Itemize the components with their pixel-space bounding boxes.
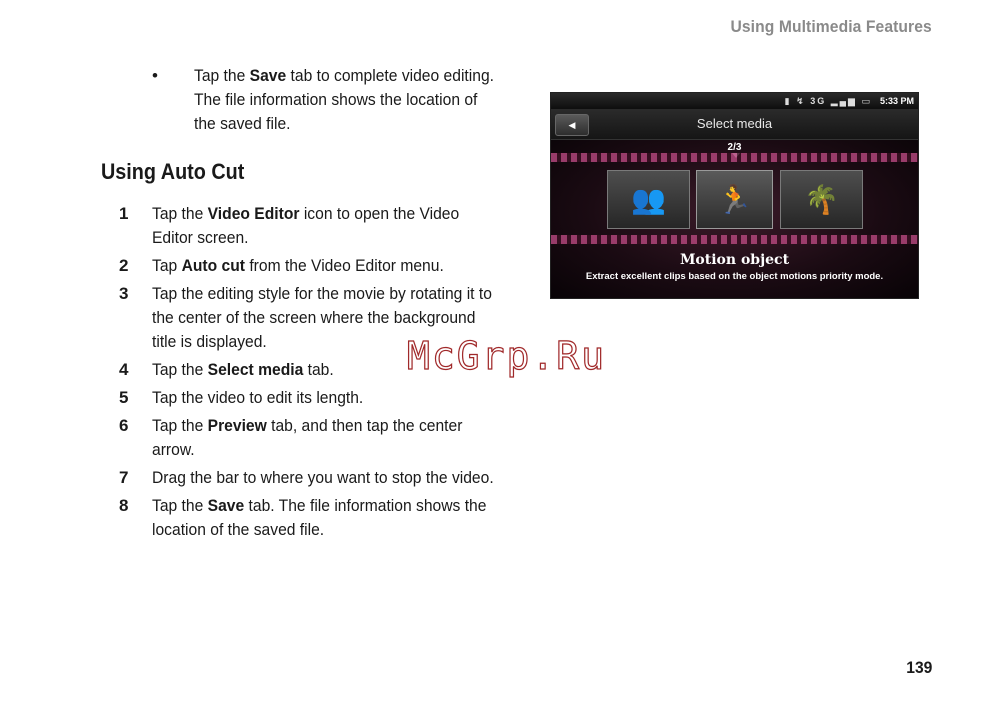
step-number: 2 xyxy=(119,256,129,275)
battery-icon: ▭ xyxy=(861,96,872,106)
step-text xyxy=(152,202,494,250)
step-text xyxy=(152,494,494,542)
step-text-pre: Tap the video to edit its length. xyxy=(152,388,364,407)
running-head: Using Multimedia Features xyxy=(730,17,932,36)
step-text-bold: Select media xyxy=(207,360,304,379)
step-text-pre: Tap the xyxy=(152,496,208,515)
step-text-pre: Tap the xyxy=(152,416,208,435)
bullet-text xyxy=(194,64,498,136)
step-text-bold: Preview xyxy=(207,416,267,435)
step-number: 8 xyxy=(119,496,129,515)
step-item xyxy=(119,414,519,462)
step-text xyxy=(152,386,494,410)
step-number: 3 xyxy=(119,284,129,303)
step-text-post: icon to open the Video Editor screen. xyxy=(152,204,460,247)
step-number: 7 xyxy=(119,468,129,487)
step-number: 6 xyxy=(119,416,129,435)
step-text-pre: Tap xyxy=(152,256,182,275)
network-type: 3G xyxy=(810,96,827,106)
status-bar xyxy=(551,93,918,109)
palm-tree-icon: 🌴 xyxy=(804,184,839,215)
step-text-pre: Tap the xyxy=(152,360,208,379)
back-button[interactable] xyxy=(555,114,589,136)
title-bar xyxy=(551,109,918,140)
bullet-dot: • xyxy=(152,66,158,85)
filmstrip-top xyxy=(551,153,918,162)
phone-screenshot xyxy=(550,92,919,299)
step-text-bold: Save xyxy=(207,496,245,515)
bullet-suffix: tab to complete video editing. The file information shows the location of the saved file. xyxy=(194,66,494,133)
media-stage xyxy=(551,140,918,298)
status-time: 5:33 PM xyxy=(879,96,914,106)
screen-title: Select media xyxy=(696,116,773,131)
step-text-pre: Tap the editing style for the movie by rotating it to the center of the screen where the background title is displayed. xyxy=(152,284,492,351)
step-item xyxy=(119,466,519,490)
step-number: 1 xyxy=(119,204,129,223)
step-text-post: from the Video Editor menu. xyxy=(244,256,444,275)
signal-bars-icon: ▂▄▆ xyxy=(830,96,857,106)
status-icons xyxy=(785,93,872,109)
step-number: 5 xyxy=(119,388,129,407)
step-item xyxy=(119,494,519,542)
step-text xyxy=(152,414,494,462)
page-counter: 2/3 xyxy=(727,142,742,153)
step-item xyxy=(119,254,519,278)
battery-small-icon: ▮ xyxy=(784,96,792,106)
step-text-bold: Video Editor xyxy=(207,204,300,223)
step-text-post: tab. The file information shows the location of the saved file. xyxy=(152,496,487,539)
back-arrow-icon: ◀ xyxy=(568,120,576,130)
step-text-pre: Tap the xyxy=(152,204,208,223)
step-item xyxy=(119,202,519,250)
step-text-pre: Drag the bar to where you want to stop the video. xyxy=(152,468,494,487)
signal-mute-icon: ↯ xyxy=(796,96,806,106)
mode-description: Extract excellent clips based on the object motions priority mode. xyxy=(585,271,884,282)
page-number: 139 xyxy=(905,658,932,677)
style-tile-motion[interactable] xyxy=(696,170,773,229)
bullet-prefix: Tap the xyxy=(194,66,250,85)
running-person-icon: 🏃 xyxy=(717,184,752,215)
step-number: 4 xyxy=(119,360,129,379)
bullet-bold: Save xyxy=(249,66,287,85)
filmstrip-bottom xyxy=(551,235,918,244)
step-text xyxy=(152,254,494,278)
step-text-post: tab. xyxy=(303,360,334,379)
step-text-post: tab, and then tap the center arrow. xyxy=(152,416,463,459)
people-icon: 👥 xyxy=(631,184,666,215)
style-tile-scenery[interactable] xyxy=(780,170,863,229)
section-title: Using Auto Cut xyxy=(101,159,245,184)
mode-title: Motion object xyxy=(679,252,790,268)
step-text-bold: Auto cut xyxy=(181,256,245,275)
watermark: McGrp.Ru xyxy=(407,334,607,378)
step-text xyxy=(152,466,494,490)
step-item xyxy=(119,386,519,410)
style-tile-people[interactable] xyxy=(607,170,690,229)
